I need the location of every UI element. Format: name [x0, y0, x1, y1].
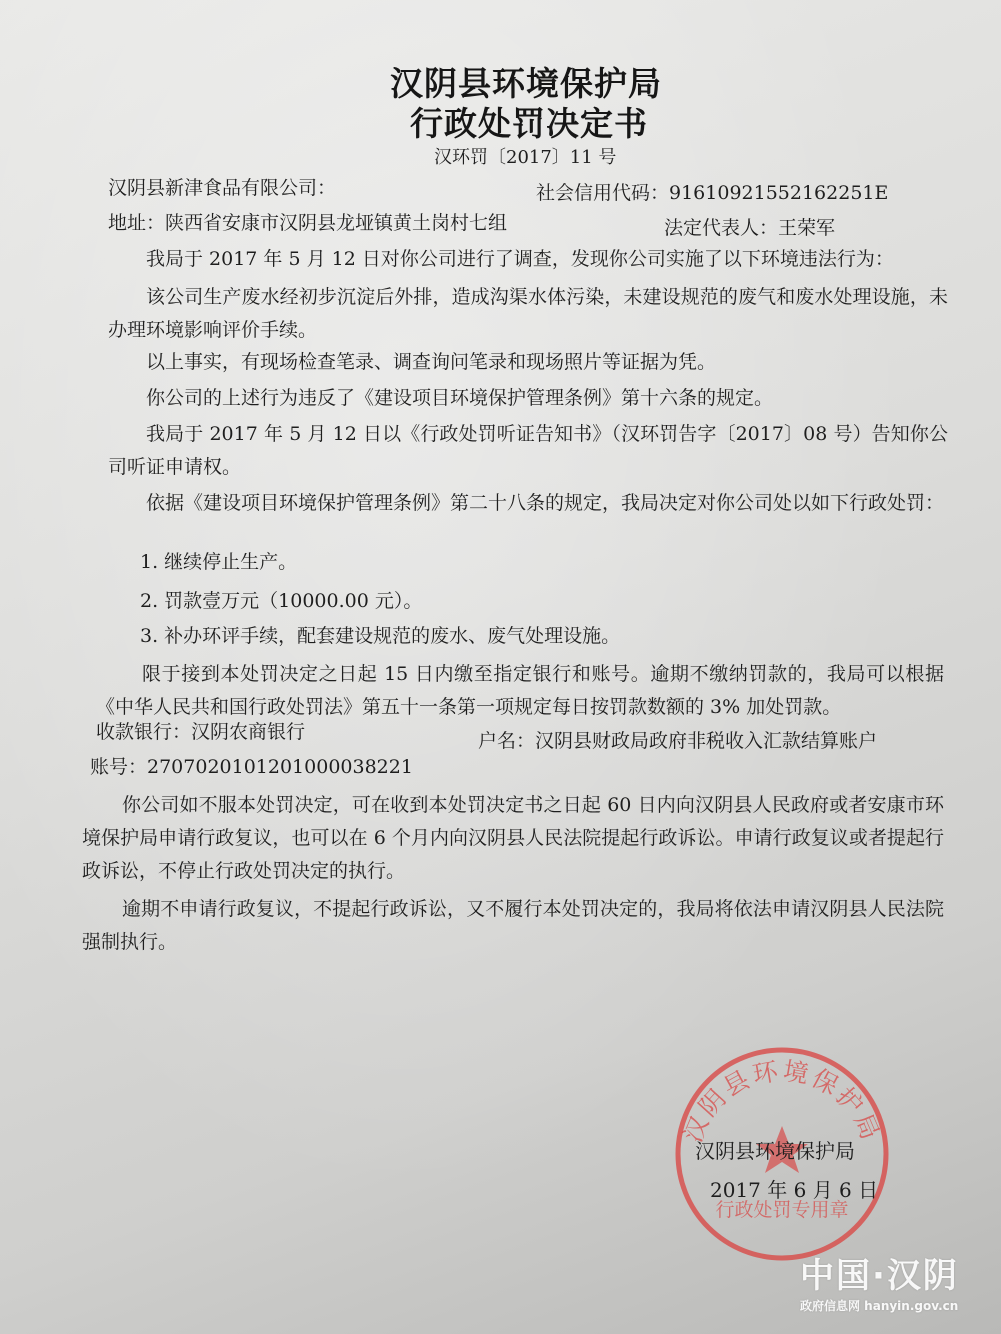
paragraph-hearing-notice: 我局于 2017 年 5 月 12 日以《行政处罚听证告知书》（汉环罚告字〔2017〕08 号）告知你公司听证申请权。	[108, 423, 948, 478]
account-number: 账号：2707020101201000038221	[90, 756, 413, 778]
doc-number: 汉环罚〔2017〕11 号	[434, 147, 617, 168]
penalty-item-2: 2. 罚款壹万元（10000.00 元）。	[140, 590, 423, 612]
watermark-sub: 政府信息网 hanyin.gov.cn	[800, 1299, 959, 1313]
paragraph-violation: 该公司生产废水经初步沉淀后外排，造成沟渠水体污染，未建设规范的废气和废水处理设施，未办理环境影响评价手续。	[108, 286, 948, 341]
watermark-main: 中国·汉阴	[800, 1256, 959, 1296]
company-address: 地址：陕西省安康市汉阴县龙垭镇黄土岗村七组	[108, 212, 508, 234]
credit-code: 社会信用代码：91610921552162251E	[536, 182, 889, 204]
signing-organization: 汉阴县环境保护局	[695, 1139, 855, 1163]
paragraph-payment-deadline: 限于接到本处罚决定之日起 15 日内缴至指定银行和账号。逾期不缴纳罚款的，我局可以根据《中华人民共和国行政处罚法》第五十一条第一项规定每日按罚款数额的 3% 加处罚款。	[96, 663, 944, 718]
paragraph-investigation: 我局于 2017 年 5 月 12 日对你公司进行了调查，发现你公司实施了以下环境违法行为：	[146, 248, 894, 270]
account-name: 户名：汉阴县财政局政府非税收入汇款结算账户	[478, 730, 878, 752]
penalty-item-3: 3. 补办环评手续，配套建设规范的废水、废气处理设施。	[140, 625, 621, 647]
paragraph-penalty-basis: 依据《建设项目环境保护管理条例》第二十八条的规定，我局决定对你公司处以如下行政处罚：	[146, 492, 945, 514]
seal-bottom-text: 行政处罚专用章	[715, 1199, 849, 1221]
doc-title-line2: 行政处罚决定书	[410, 104, 648, 143]
penalty-item-1: 1. 继续停止生产。	[140, 551, 298, 573]
doc-title-line1: 汉阴县环境保护局	[390, 64, 662, 103]
paragraph-appeal-rights: 你公司如不服本处罚决定，可在收到本处罚决定书之日起 60 日内向汉阴县人民政府或者安康市环境保护局申请行政复议，也可以在 6 个月内向汉阴县人民法院提起行政诉讼。申请行政复议或者提起行政诉讼，不停止行政处罚决定的执行。	[82, 794, 944, 882]
paragraph-enforcement: 逾期不申请行政复议，不提起行政诉讼，又不履行本处罚决定的，我局将依法申请汉阴县人民法院强制执行。	[82, 898, 944, 953]
paragraph-evidence: 以上事实，有现场检查笔录、调查询问笔录和现场照片等证据为凭。	[146, 351, 717, 373]
signing-date: 2017 年 6 月 6 日	[710, 1178, 879, 1202]
paragraph-regulation-violated: 你公司的上述行为违反了《建设项目环境保护管理条例》第十六条的规定。	[146, 387, 774, 409]
company-name: 汉阴县新津食品有限公司：	[108, 177, 337, 199]
bank-name: 收款银行：汉阴农商银行	[96, 721, 306, 743]
legal-representative: 法定代表人：王荣军	[664, 217, 836, 239]
seal-arc-text: 汉阴县环境保护局	[678, 1056, 886, 1147]
